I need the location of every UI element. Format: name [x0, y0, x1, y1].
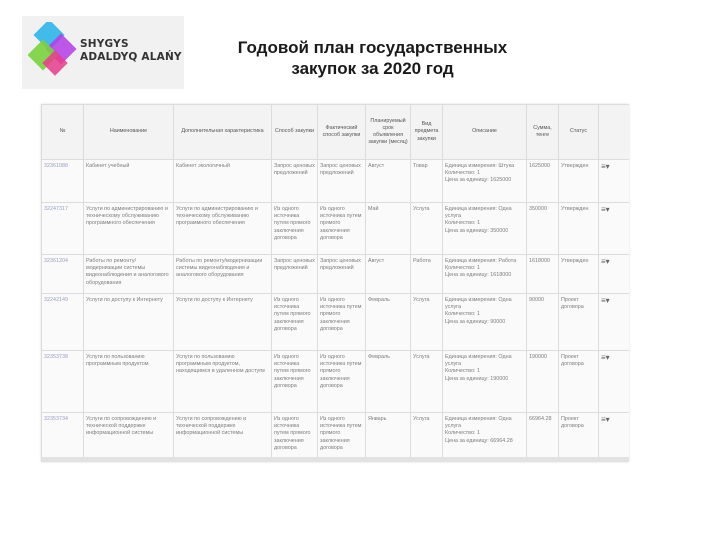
- table-row: [42, 413, 630, 463]
- table-row: [42, 255, 630, 294]
- row-qty: Количество: 1: [445, 430, 480, 437]
- row-extra: Услуги по сопровождению и технической поддержке информационной системы: [174, 413, 272, 463]
- row-sum: 350000: [527, 203, 559, 255]
- row-name: Работы по ремонту/модернизации системы видеонаблюдения и аналогового оборудования: [84, 255, 174, 294]
- row-unit: Единица измерения: Одна услуга: [445, 416, 512, 430]
- row-extra: Услуги по администрированию и техническому обслуживанию программного обеспечения: [174, 203, 272, 255]
- row-type: Товар: [411, 160, 443, 203]
- row-price: Цена за единицу: 350000: [445, 227, 509, 234]
- row-actual-method: Из одного источника путем прямого заключения договора: [318, 203, 366, 255]
- row-id: 32353734: [42, 413, 84, 463]
- row-description: [443, 351, 527, 413]
- row-extra: Услуги по доступу к Интернету: [174, 294, 272, 351]
- header-name: Наименование: [84, 105, 174, 160]
- row-unit: Единица измерения: Одна услуга: [445, 297, 512, 311]
- row-method: Из одного источника путем прямого заключения договора: [272, 203, 318, 255]
- row-status: Утвержден: [559, 203, 599, 255]
- row-menu-icon[interactable]: ≡▾: [599, 413, 630, 463]
- procurement-table: [41, 104, 629, 462]
- header-extra: Дополнительная характеристика: [174, 105, 272, 160]
- row-description: [443, 413, 527, 463]
- row-id: 32361088: [42, 160, 84, 203]
- row-price: Цена за единицу: 1625000: [445, 177, 512, 184]
- header-num: №: [42, 105, 84, 160]
- row-menu-icon[interactable]: ≡▾: [599, 255, 630, 294]
- header-description: Описание: [443, 105, 527, 160]
- table-header-row: [42, 105, 630, 160]
- row-name: Кабинет учебный: [84, 160, 174, 203]
- logo-line-2: ADALDYQ ALAŃY: [80, 51, 182, 63]
- row-qty: Количество: 1: [445, 170, 480, 177]
- table-row: [42, 160, 630, 203]
- row-id: 32242149: [42, 294, 84, 351]
- scan-bottom-strip: [41, 457, 629, 462]
- row-type: Услуга: [411, 351, 443, 413]
- table-row: [42, 351, 630, 413]
- row-type: Услуга: [411, 294, 443, 351]
- logo: [22, 16, 184, 89]
- row-type: Работа: [411, 255, 443, 294]
- row-menu-icon[interactable]: ≡▾: [599, 351, 630, 413]
- table-row: [42, 203, 630, 255]
- row-qty: Количество: 1: [445, 311, 480, 318]
- row-name: Услуги по пользованию программным продуктом: [84, 351, 174, 413]
- row-menu-icon[interactable]: ≡▾: [599, 294, 630, 351]
- title-line-1: Годовой план государственных: [237, 38, 508, 57]
- header-type: Вид предмета закупки: [411, 105, 443, 160]
- row-actual-method: Запрос ценовых предложений: [318, 160, 366, 203]
- row-period: Август: [366, 255, 411, 294]
- row-period: Февраль: [366, 351, 411, 413]
- row-method: Из одного источника путем прямого заключения договора: [272, 413, 318, 463]
- row-extra: Услуги по пользованию программным продуктом, находящимся в удаленном доступе: [174, 351, 272, 413]
- row-menu-icon[interactable]: ≡▾: [599, 160, 630, 203]
- row-actual-method: Из одного источника путем прямого заключения договора: [318, 413, 366, 463]
- table-row: [42, 294, 630, 351]
- row-qty: Количество: 1: [445, 220, 480, 227]
- row-extra: Работы по ремонту/модернизации системы видеонаблюдения и аналогового оборудования: [174, 255, 272, 294]
- row-id: 32361204: [42, 255, 84, 294]
- row-description: [443, 294, 527, 351]
- row-sum: 66964.28: [527, 413, 559, 463]
- procurement-table-scan: [41, 104, 629, 462]
- row-name: Услуги по доступу к Интернету: [84, 294, 174, 351]
- row-id: 32247317: [42, 203, 84, 255]
- row-status: Проект договора: [559, 413, 599, 463]
- row-id: 32353738: [42, 351, 84, 413]
- row-status: Проект договора: [559, 294, 599, 351]
- row-method: Из одного источника путем прямого заключения договора: [272, 294, 318, 351]
- row-extra: Кабинет экологичный: [174, 160, 272, 203]
- row-sum: 1618000: [527, 255, 559, 294]
- header-actual-method: Фактический способ закупки: [318, 105, 366, 160]
- row-method: Из одного источника путем прямого заключения договора: [272, 351, 318, 413]
- row-period: Август: [366, 160, 411, 203]
- header-method: Способ закупки: [272, 105, 318, 160]
- row-unit: Единица измерения: Штука: [445, 163, 515, 169]
- row-description: [443, 203, 527, 255]
- row-price: Цена за единицу: 190000: [445, 375, 509, 382]
- row-price: Цена за единицу: 66964.28: [445, 437, 513, 444]
- row-method: Запрос ценовых предложений: [272, 160, 318, 203]
- row-menu-icon[interactable]: ≡▾: [599, 203, 630, 255]
- row-status: Утвержден: [559, 255, 599, 294]
- row-unit: Единица измерения: Работа: [445, 258, 517, 264]
- header-period: Планируемый срок объявления закупки (месяц): [366, 105, 411, 160]
- title-line-2: закупок за 2020 год: [291, 59, 454, 78]
- row-actual-method: Из одного источника путем прямого заключения договора: [318, 351, 366, 413]
- row-description: [443, 160, 527, 203]
- logo-text: [80, 38, 182, 64]
- row-actual-method: Из одного источника путем прямого заключения договора: [318, 294, 366, 351]
- logo-line-1: SHYGYS: [80, 38, 129, 50]
- row-qty: Количество: 1: [445, 368, 480, 375]
- row-sum: 1625000: [527, 160, 559, 203]
- page-title: [200, 37, 545, 79]
- row-unit: Единица измерения: Одна услуга: [445, 354, 512, 368]
- row-period: Февраль: [366, 294, 411, 351]
- row-actual-method: Запрос ценовых предложений: [318, 255, 366, 294]
- row-description: [443, 255, 527, 294]
- header-menu: [599, 105, 630, 160]
- header-sum: Сумма, тенге: [527, 105, 559, 160]
- row-period: Январь: [366, 413, 411, 463]
- row-status: Утвержден: [559, 160, 599, 203]
- row-method: Запрос ценовых предложений: [272, 255, 318, 294]
- row-period: Май: [366, 203, 411, 255]
- row-type: Услуга: [411, 413, 443, 463]
- row-price: Цена за единицу: 90000: [445, 318, 506, 325]
- row-status: Проект договора: [559, 351, 599, 413]
- row-unit: Единица измерения: Одна услуга: [445, 206, 512, 220]
- row-price: Цена за единицу: 1618000: [445, 272, 512, 279]
- row-name: Услуги по администрированию и техническому обслуживанию программного обеспечения: [84, 203, 174, 255]
- row-sum: 190000: [527, 351, 559, 413]
- row-sum: 90000: [527, 294, 559, 351]
- header-status: Статус: [559, 105, 599, 160]
- row-qty: Количество: 1: [445, 265, 480, 272]
- row-type: Услуга: [411, 203, 443, 255]
- logo-mark-icon: [28, 22, 84, 82]
- row-name: Услуги по сопровождению и технической поддержке информационной системы: [84, 413, 174, 463]
